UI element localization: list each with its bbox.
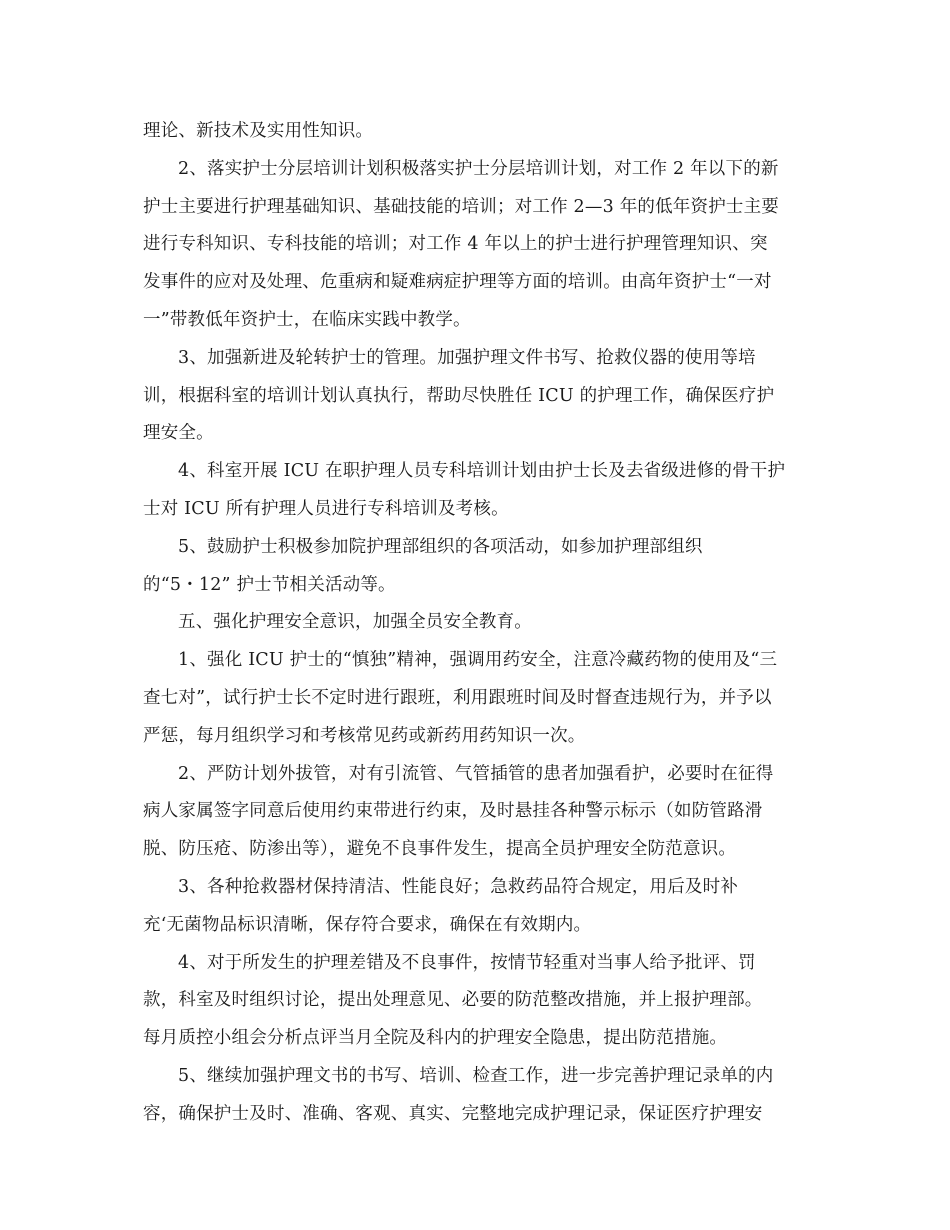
text-line: 进行专科知识、专科技能的培训；对工作 4 年以上的护士进行护理管理知识、突 xyxy=(143,234,768,255)
text-line: 理论、新技术及实用性知识。 xyxy=(143,121,374,141)
text-line: 一”带教低年资护士，在临床实践中教学。 xyxy=(143,309,471,330)
text-line: 2、落实护士分层培训计划积极落实护士分层培训计划，对工作 2 年以下的新 xyxy=(178,158,779,179)
text-line: 5、继续加强护理文书的书写、培训、检查工作，进一步完善护理记录单的内 xyxy=(178,1065,774,1086)
text-line: 查七对”，试行护士长不定时进行跟班，利用跟班时间及时督查违规行为，并予以 xyxy=(143,687,772,708)
text-line: 4、对于所发生的护理差错及不良事件，按情节轻重对当事人给予批评、罚 xyxy=(178,952,756,973)
text-line: 3、各种抢救器材保持清洁、性能良好；急救药品符合规定，用后及时补 xyxy=(178,876,739,897)
document-body xyxy=(143,113,807,1134)
text-line: 2、严防计划外拔管，对有引流管、气管插管的患者加强看护，必要时在征得 xyxy=(178,763,774,784)
text-line: 的“5・12” 护士节相关活动等。 xyxy=(143,574,396,595)
text-line: 4、科室开展 ICU 在职护理人员专科培训计划由护士长及去省级进修的骨干护 xyxy=(178,461,786,482)
text-line: 发事件的应对及处理、危重病和疑难病症护理等方面的培训。由高年资护士“一对 xyxy=(143,272,772,293)
text-line: 护士主要进行护理基础知识、基础技能的培训；对工作 2—3 年的低年资护士主要 xyxy=(143,196,779,217)
text-line: 充‘无菌物品标识清晰，保存符合要求，确保在有效期内。 xyxy=(143,914,592,935)
text-line: 3、加强新进及轮转护士的管理。加强护理文件书写、抢救仪器的使用等培 xyxy=(178,347,756,368)
text-line: 理安全。 xyxy=(143,423,214,444)
text-line: 5、鼓励护士积极参加院护理部组织的各项活动，如参加护理部组织 xyxy=(178,536,703,557)
text-line: 脱、防压疮、防渗出等），避免不良事件发生，提高全员护理安全防范意识。 xyxy=(143,839,737,860)
text-line: 每月质控小组会分析点评当月全院及科内的护理安全隐患，提出防范措施。 xyxy=(143,1028,728,1049)
text-line: 士对 ICU 所有护理人员进行专科培训及考核。 xyxy=(143,498,509,519)
text-line: 病人家属签字同意后使用约束带进行约束，及时悬挂各种警示标示（如防管路滑 xyxy=(143,801,763,822)
text-line: 严惩，每月组织学习和考核常见药或新药用药知识一次。 xyxy=(143,725,586,746)
text-line: 1、强化 ICU 护士的“慎独”精神，强调用药安全，注意冷藏药物的使用及“三 xyxy=(178,650,778,671)
text-line: 训，根据科室的培训计划认真执行，帮助尽快胜任 ICU 的护理工作，确保医疗护 xyxy=(143,385,775,406)
text-line: 容，确保护士及时、准确、客观、真实、完整地完成护理记录，保证医疗护理安 xyxy=(143,1103,763,1124)
text-line: 款，科室及时组织讨论，提出处理意见、必要的防范整改措施，并上报护理部。 xyxy=(143,990,763,1011)
section-heading: 五、强化护理安全意识，加强全员安全教育。 xyxy=(178,612,532,633)
